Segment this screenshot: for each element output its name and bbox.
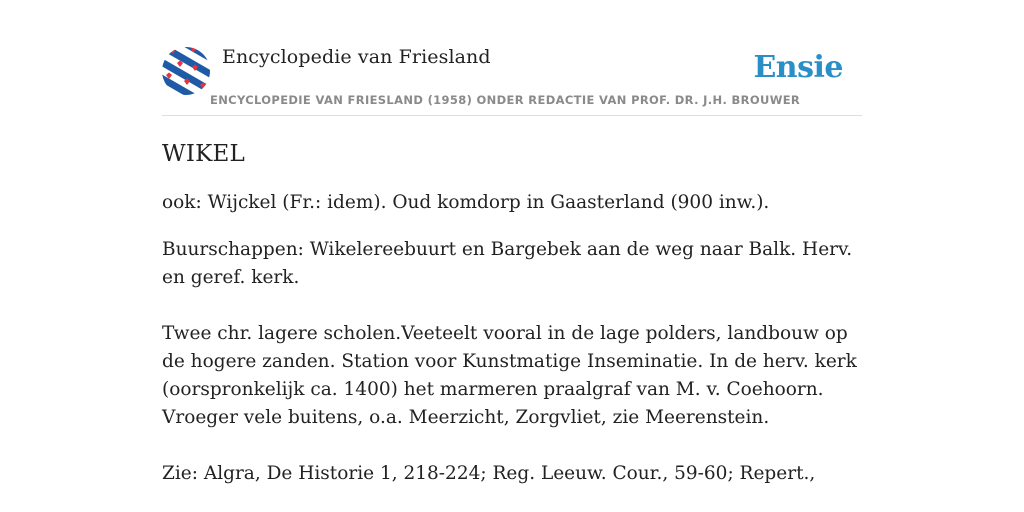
site-subtitle: ENCYCLOPEDIE VAN FRIESLAND (1958) ONDER REDACTIE VAN PROF. DR. J.H. BROUWER bbox=[210, 93, 801, 107]
frisian-flag-icon[interactable] bbox=[162, 47, 210, 95]
entry-paragraph: Buurschappen: Wikelereebuurt en Bargebek aan de weg naar Balk. Herv. en geref. kerk. bbox=[162, 239, 853, 288]
site-title[interactable]: Encyclopedie van Friesland bbox=[222, 46, 491, 68]
header bbox=[162, 46, 862, 116]
brand-logo[interactable]: Ensie bbox=[753, 50, 843, 85]
page bbox=[162, 46, 862, 488]
entry-paragraph: ook: Wijckel (Fr.: idem). Oud komdorp in Gaasterland (900 inw.). bbox=[162, 192, 770, 213]
entry-paragraph: Twee chr. lagere scholen.Veeteelt vooral in de lage polders, landbouw op de hogere zanden. Station voor Kunstmatige Inseminatie. In de herv. kerk (oorspronkelijk ca. 1400) het marmeren praalgraf van M. v. Coehoorn. Vroeger vele buitens, o.a. Meerzicht, Zorgvliet, zie Meerenstein. bbox=[162, 323, 857, 428]
entry-title: WIKEL bbox=[162, 141, 245, 167]
entry-paragraph: Zie: Algra, De Historie 1, 218-224; Reg. Leeuw. Cour., 59-60; Repert., bbox=[162, 463, 816, 484]
